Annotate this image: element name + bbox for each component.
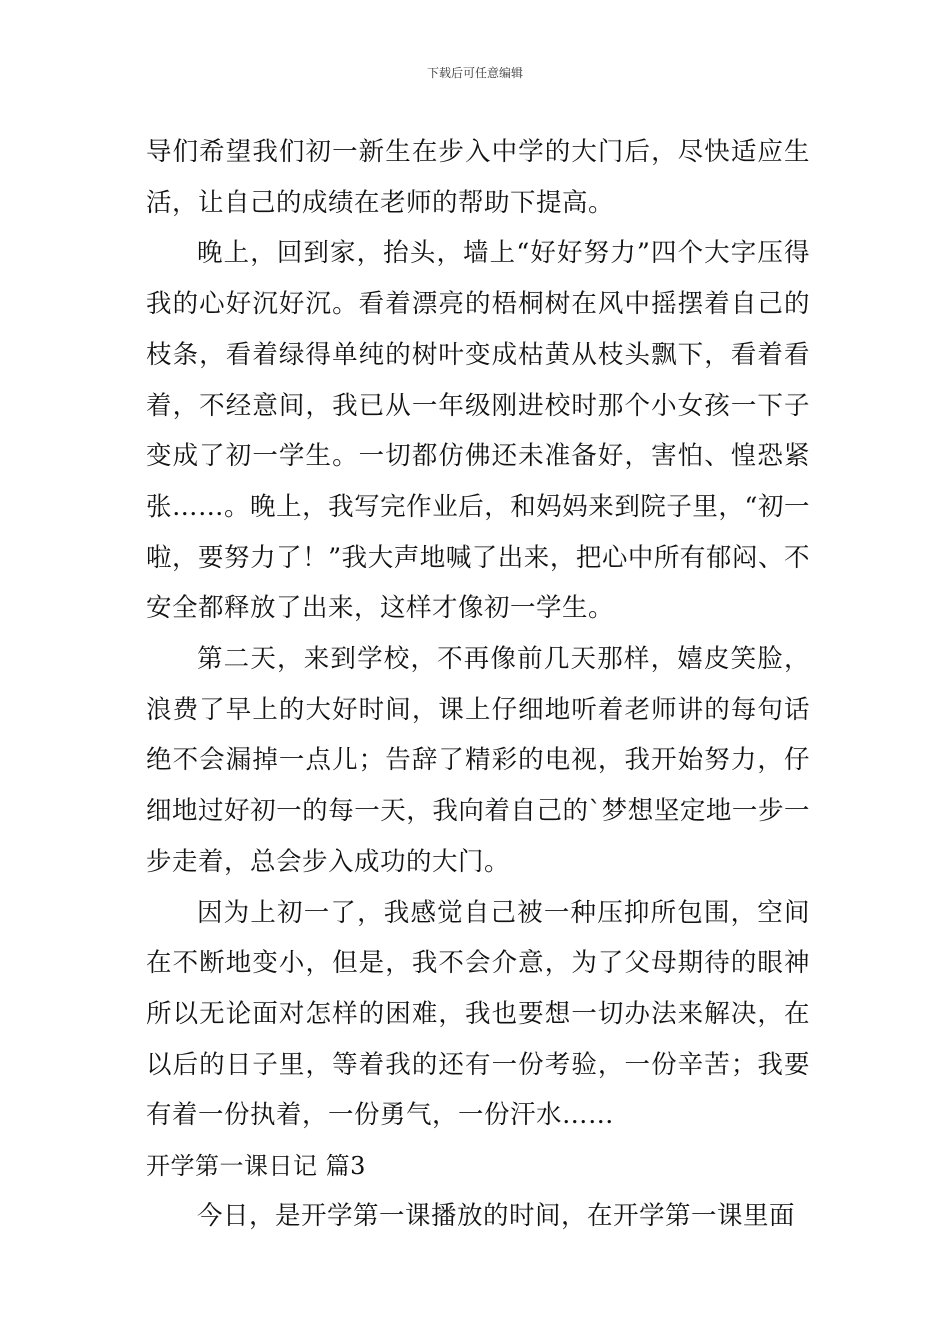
document-body (146, 127, 810, 1242)
section-heading: 开学第一课日记 篇3 (146, 1152, 366, 1181)
page-header: 下载后可任意编辑 (426, 66, 523, 80)
paragraph-1: 导们希望我们初一新生在步入中学的大门后，尽快适应生活，让自己的成绩在老师的帮助下提高。 (146, 137, 810, 218)
paragraph-2: 晚上，回到家，抬头，墙上“好好努力”四个大字压得我的心好沉好沉。看着漂亮的梧桐树在风中摇摆着自己的枝条，看着绿得单纯的树叶变成枯黄从枝头飘下，看着看着，不经意间，我已从一年级刚进校时那个小女孩一下子变成了初一学生。一切都仿佛还未准备好，害怕、惶恐紧张……。晚上，我写完作业后，和妈妈来到院子里，“初一啦，要努力了！”我大声地喊了出来，把心中所有郁闷、不安全都释放了出来，这样才像初一学生。 (146, 238, 810, 624)
paragraph-4: 因为上初一了，我感觉自己被一种压抑所包围，空间在不断地变小，但是，我不会介意，为了父母期待的眼神所以无论面对怎样的困难，我也要想一切办法来解决，在以后的日子里，等着我的还有一份考验，一份辛苦；我要有着一份执着，一份勇气，一份汗水…… (146, 897, 810, 1131)
paragraph-5: 今日，是开学第一课播放的时间，在开学第一课里面 (197, 1201, 796, 1232)
paragraph-3: 第二天，来到学校，不再像前几天那样，嬉皮笑脸，浪费了早上的大好时间，课上仔细地听着老师讲的每句话绝不会漏掉一点儿；告辞了精彩的电视，我开始努力，仔细地过好初一的每一天，我向着自己的`梦想坚定地一步一步走着，总会步入成功的大门。 (146, 644, 810, 877)
